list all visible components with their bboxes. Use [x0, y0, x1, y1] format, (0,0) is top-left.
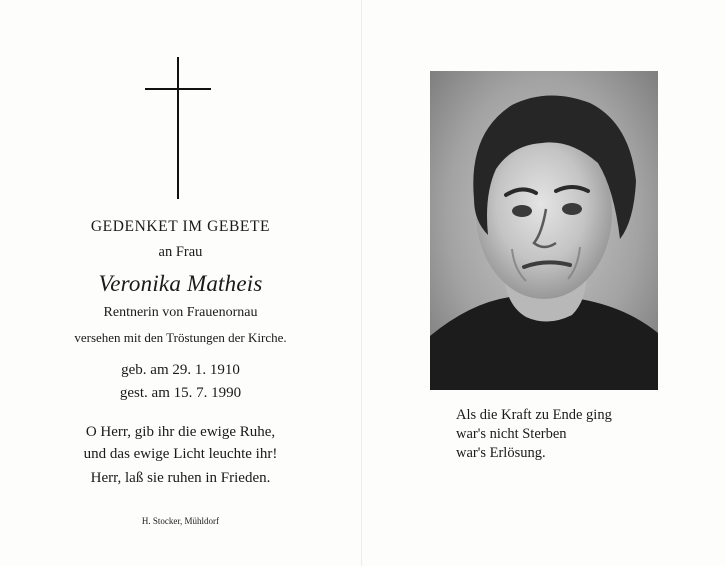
left-panel	[0, 0, 361, 566]
cross-vertical-beam	[177, 57, 179, 199]
cross-horizontal-beam	[145, 88, 211, 90]
prayer-line: und das ewige Licht leuchte ihr!	[83, 446, 278, 462]
heading: GEDENKET IM GEBETE	[90, 218, 271, 235]
deceased-name: Veronika Matheis	[98, 271, 263, 296]
prayer-line: Herr, laß sie ruhen in Frieden.	[90, 470, 271, 486]
memorial-verse	[456, 406, 696, 463]
right-panel	[362, 0, 725, 566]
verse-line: Als die Kraft zu Ende ging	[456, 407, 612, 423]
printer-credit: H. Stocker, Mühldorf	[141, 516, 220, 526]
sacraments-text: versehen mit den Tröstungen der Kirche.	[74, 330, 287, 345]
verse-line: war's nicht Sterben	[456, 426, 567, 442]
occupation: Rentnerin von Frauenornau	[103, 305, 258, 320]
death-date: gest. am 15. 7. 1990	[119, 385, 242, 401]
prayer-line: O Herr, gib ihr die ewige Ruhe,	[85, 424, 276, 440]
latin-cross-icon	[145, 57, 211, 199]
birth-date: geb. am 29. 1. 1910	[121, 362, 240, 378]
verse-line: war's Erlösung.	[456, 445, 546, 461]
salutation: an Frau	[158, 244, 203, 260]
portrait-photo	[430, 71, 658, 390]
